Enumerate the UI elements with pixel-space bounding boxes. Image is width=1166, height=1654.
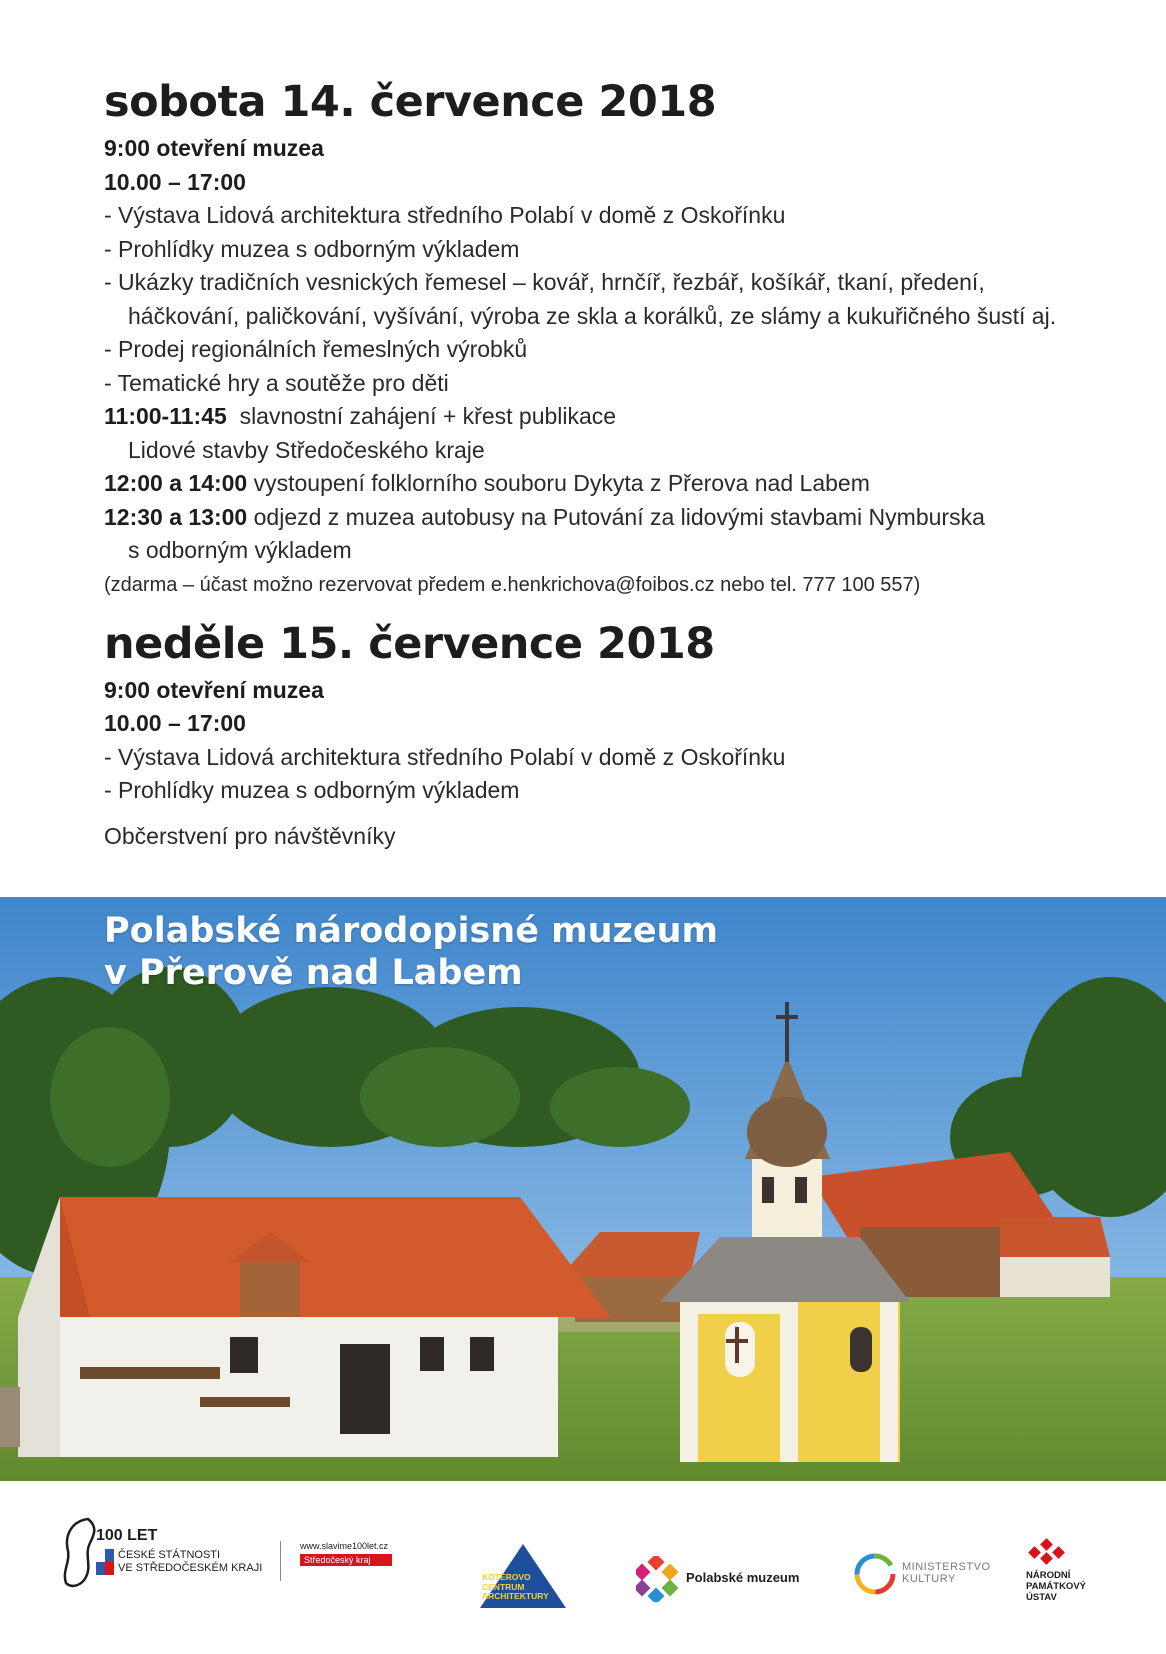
czech-flag-icon — [96, 1549, 114, 1575]
saturday-title: sobota 14. července 2018 — [104, 77, 717, 127]
sunday-hours: 10.00 – 17:00 — [104, 710, 246, 736]
saturday-hours: 10.00 – 17:00 — [104, 168, 246, 195]
npu-line2: PAMÁTKOVÝ — [1026, 1581, 1086, 1592]
bus-line — [104, 501, 1114, 535]
museum-title — [104, 910, 718, 994]
museum-title-line2: v Přerově nad Labem — [104, 953, 523, 993]
sunday-title: neděle 15. července 2018 — [104, 618, 715, 669]
ceremony-line — [104, 400, 1114, 434]
museum-title-line1: Polabské národopisné muzeum — [104, 911, 719, 951]
100-let-logo — [58, 1511, 308, 1611]
sunday-item: - Prohlídky muzea s odborným výkladem — [104, 777, 520, 803]
folklore-line — [104, 467, 1114, 501]
bus-text-continued: s odborným výkladem — [128, 537, 352, 563]
saturday-item: - Prohlídky muzea s odborným výkladem — [104, 235, 520, 262]
partner-logos — [0, 1481, 1166, 1654]
saturday-item: - Tematické hry a soutěže pro děti — [104, 369, 449, 396]
npu-line1: NÁRODNÍ — [1026, 1570, 1071, 1581]
100-let-line3: VE STŘEDOČESKÉM KRAJI — [118, 1562, 263, 1574]
flower-icon — [636, 1556, 678, 1602]
sunday-item: - Výstava Lidová architektura středního Polabí v domě z Oskořínku — [104, 743, 786, 770]
ceremony-time: 11:00-11:45 — [104, 403, 227, 429]
koterovo-line1: KOTĚROVO — [482, 1572, 531, 1582]
polabske-muzeum-logo — [636, 1556, 816, 1602]
saturday-item-continued: háčkování, paličkování, vyšívání, výroba ze skla a korálků, ze slámy a kukuřičného šustí aj. — [128, 302, 1057, 329]
reservation-note: (zdarma – účast možno rezervovat předem e.henkrichova@foibos.cz nebo tel. 777 100 557) — [104, 573, 921, 596]
npu-line3: ÚSTAV — [1026, 1592, 1057, 1603]
koterovo-logo — [478, 1541, 568, 1611]
refreshments: Občerstvení pro návštěvníky — [104, 822, 396, 849]
ministerstvo-line1: MINISTERSTVO — [902, 1561, 991, 1573]
npu-emblem-icon — [1026, 1536, 1076, 1566]
ministerstvo-line2: KULTURY — [902, 1573, 956, 1585]
ceremony-publication: Lidové stavby Středočeského kraje — [128, 436, 485, 463]
koterovo-line2: CENTRUM — [482, 1581, 525, 1592]
saturday-item: - Prodej regionálních řemeslných výrobků — [104, 336, 528, 362]
npu-logo — [1026, 1536, 1126, 1616]
100-let-title: 100 LET — [96, 1527, 158, 1544]
folklore-time: 12:00 a 14:00 — [104, 470, 248, 496]
saturday-opening: 9:00 otevření muzea — [104, 135, 324, 161]
bus-text: odjezd z muzea autobusy na Putování za lidovými stavbami Nymburska — [253, 503, 985, 530]
folklore-text: vystoupení folklorního souboru Dykyta z Přerova nad Labem — [253, 470, 870, 496]
bus-time: 12:30 a 13:00 — [104, 503, 248, 530]
100-let-line2: ČESKÉ STÁTNOSTI — [118, 1549, 221, 1561]
saturday-item: - Výstava Lidová architektura středního Polabí v domě z Oskořínku — [104, 202, 786, 228]
lion-icon — [58, 1511, 98, 1591]
slavime-logo — [300, 1541, 410, 1581]
slavime-url: www.slavime100let.cz — [300, 1541, 389, 1551]
saturday-item: - Ukázky tradičních vesnických řemesel – kovář, hrnčíř, řezbář, košíkář, tkaní, předení, — [104, 269, 985, 295]
ceremony-text: slavnostní zahájení + křest publikace — [239, 403, 617, 429]
c-ring-icon — [852, 1551, 898, 1597]
program-content — [104, 72, 1114, 853]
ministerstvo-kultury-logo — [852, 1551, 1002, 1601]
stredocesky-kraj-badge: Středočeský kraj — [300, 1554, 392, 1566]
polabske-muzeum-name: Polabské muzeum — [686, 1570, 800, 1585]
sunday-opening: 9:00 otevření muzea — [104, 676, 324, 703]
koterovo-line3: ARCHITEKTURY — [482, 1591, 549, 1601]
